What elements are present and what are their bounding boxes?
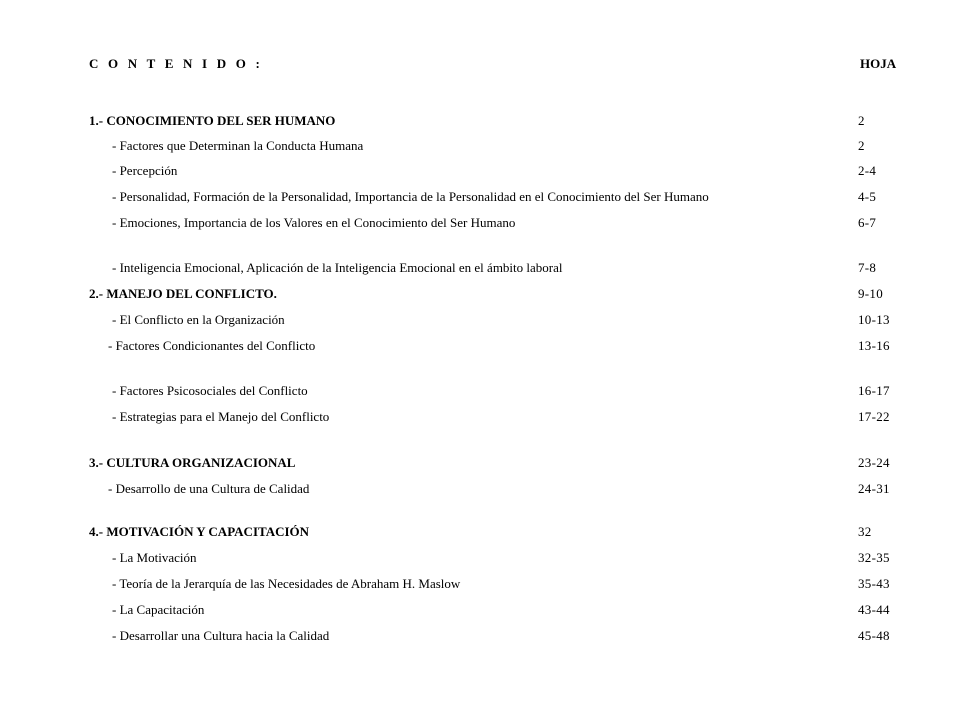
toc-entry-label: - El Conflicto en la Organización xyxy=(112,312,285,327)
toc-entry-page: 2-4 xyxy=(858,163,877,178)
toc-subentry xyxy=(89,602,902,620)
toc-subentry xyxy=(89,163,902,181)
toc-entry-label: - Desarrollo de una Cultura de Calidad xyxy=(108,481,310,496)
toc-subentry xyxy=(89,576,902,594)
toc-entry-page: 43-44 xyxy=(858,602,890,617)
toc-entry-label: - Percepción xyxy=(112,163,178,178)
toc-entry-label: - Teoría de la Jerarquía de las Necesidades de Abraham H. Maslow xyxy=(112,576,461,591)
toc-entry-page: 2 xyxy=(858,113,865,128)
toc-entry-page: 17-22 xyxy=(858,409,890,424)
toc-subentry xyxy=(89,189,902,207)
toc-entry-label: 2.- MANEJO DEL CONFLICTO. xyxy=(89,286,277,301)
toc-entry-label: 3.- CULTURA ORGANIZACIONAL xyxy=(89,455,296,470)
toc-section-3 xyxy=(89,455,902,473)
toc-section-1 xyxy=(89,113,902,131)
table-of-contents xyxy=(89,0,902,720)
toc-subentry xyxy=(89,215,902,233)
toc-entry-page: 9-10 xyxy=(858,286,884,301)
toc-entry-label: 4.- MOTIVACIÓN Y CAPACITACIÓN xyxy=(89,524,310,539)
toc-entry-page: 2 xyxy=(858,138,865,153)
toc-subentry xyxy=(89,312,902,330)
toc-entry-label: - Personalidad, Formación de la Personalidad, Importancia de la Personalidad en el Conocimiento del Ser Humano xyxy=(112,189,709,204)
toc-entry-page: 13-16 xyxy=(858,338,890,353)
toc-subentry xyxy=(89,550,902,568)
toc-entry-page: 10-13 xyxy=(858,312,890,327)
toc-entry-label: - Desarrollar una Cultura hacia la Calidad xyxy=(112,628,330,643)
toc-entry-label: - Inteligencia Emocional, Aplicación de la Inteligencia Emocional en el ámbito laboral xyxy=(112,260,563,275)
toc-entry-page: 7-8 xyxy=(858,260,877,275)
toc-subentry xyxy=(89,338,902,356)
toc-title: C O N T E N I D O : xyxy=(89,56,264,71)
toc-entry-page: 6-7 xyxy=(858,215,877,230)
page-column-header: HOJA xyxy=(860,56,897,71)
toc-entry-label: - Factores que Determinan la Conducta Humana xyxy=(112,138,364,153)
toc-section-2 xyxy=(89,286,902,304)
toc-entry-label: - La Motivación xyxy=(112,550,197,565)
toc-entry-page: 16-17 xyxy=(858,383,890,398)
toc-section-4 xyxy=(89,524,902,542)
toc-entry-label: - Factores Psicosociales del Conflicto xyxy=(112,383,308,398)
toc-entry-page: 23-24 xyxy=(858,455,890,470)
toc-subentry xyxy=(89,481,902,499)
toc-entry-page: 24-31 xyxy=(858,481,890,496)
toc-entry-page: 32-35 xyxy=(858,550,890,565)
toc-entry-label: 1.- CONOCIMIENTO DEL SER HUMANO xyxy=(89,113,336,128)
toc-entry-page: 4-5 xyxy=(858,189,877,204)
toc-subentry xyxy=(89,138,902,156)
toc-entry-label: - Emociones, Importancia de los Valores en el Conocimiento del Ser Humano xyxy=(112,215,516,230)
toc-entry-page: 32 xyxy=(858,524,872,539)
toc-entry-page: 35-43 xyxy=(858,576,890,591)
toc-subentry xyxy=(89,260,902,278)
toc-subentry xyxy=(89,628,902,646)
toc-subentry xyxy=(89,409,902,427)
toc-entry-label: - Estrategias para el Manejo del Conflicto xyxy=(112,409,330,424)
toc-entry-label: - La Capacitación xyxy=(112,602,205,617)
toc-entry-label: - Factores Condicionantes del Conflicto xyxy=(108,338,316,353)
toc-subentry xyxy=(89,383,902,401)
toc-entry-page: 45-48 xyxy=(858,628,890,643)
